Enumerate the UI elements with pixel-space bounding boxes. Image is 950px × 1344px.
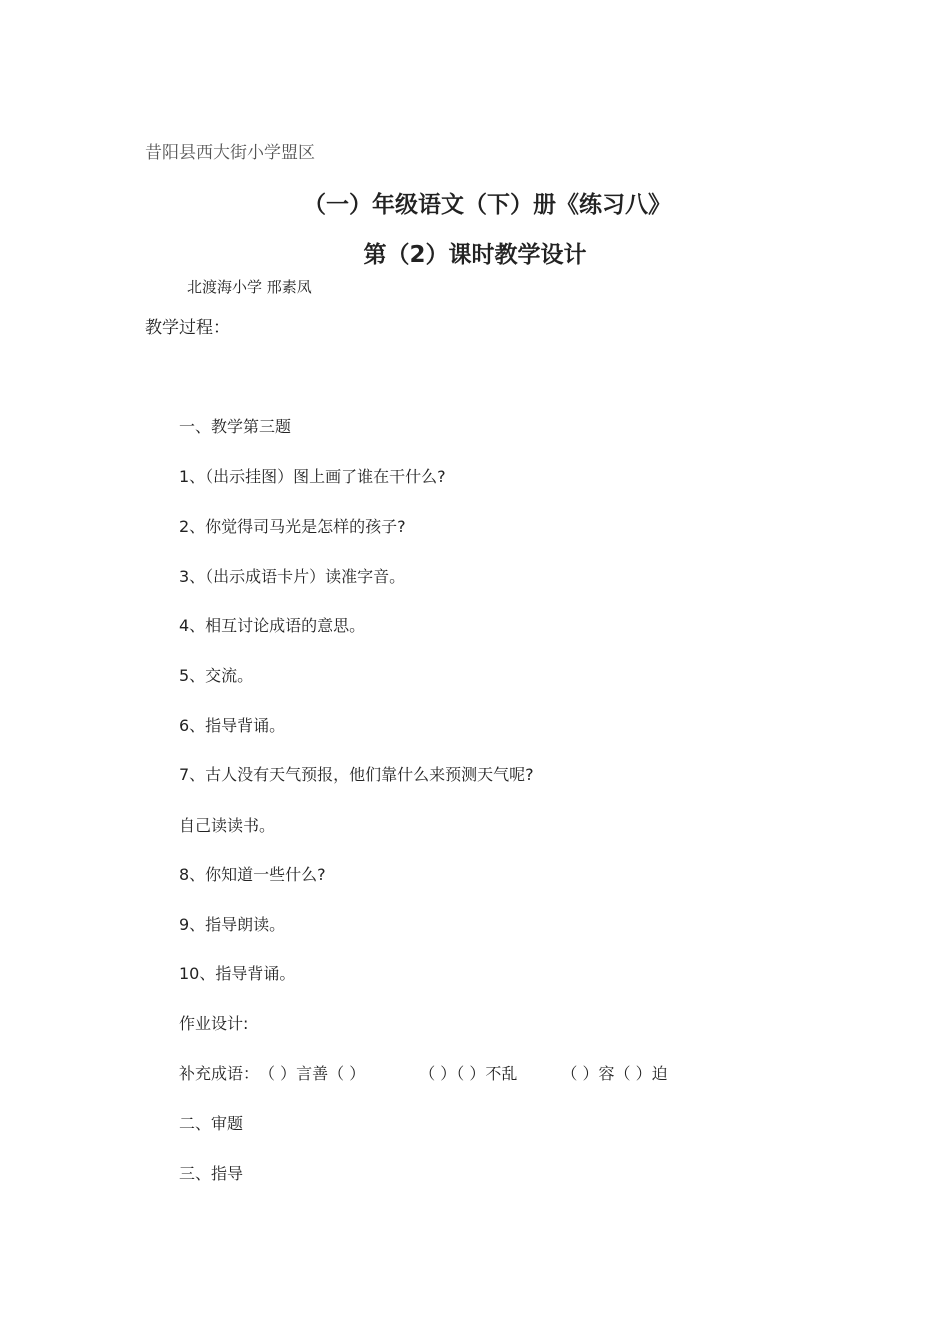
list-item: 4、相互讨论成语的意思。 [179, 616, 366, 635]
list-item: 5、交流。 [179, 666, 254, 685]
teaching-process-label: 教学过程： [145, 318, 230, 338]
list-item: 10、指导背诵。 [179, 964, 296, 983]
idiom-blank-1: （ ）言善（ ） [259, 1064, 366, 1083]
list-item: 二、审题 [179, 1114, 244, 1133]
list-item: 6、指导背诵。 [179, 716, 286, 735]
author-line: 北渡海小学 邢素凤 [187, 278, 312, 296]
list-item: 8、你知道一些什么? [179, 865, 326, 884]
list-item: 2、你觉得司马光是怎样的孩子? [179, 517, 406, 536]
idiom-blank-2: （ ）（ ）不乱 [419, 1064, 518, 1083]
document-title: （一）年级语文（下）册《练习八》 [303, 192, 671, 218]
list-item: 一、教学第三题 [179, 417, 292, 436]
idiom-label: 补充成语： [179, 1064, 260, 1083]
list-item: 自己读读书。 [179, 816, 276, 835]
list-item: 9、指导朗读。 [179, 915, 286, 934]
list-item: 7、古人没有天气预报，他们靠什么来预测天气呢? [179, 765, 534, 784]
document-subtitle: 第（2）课时教学设计 [363, 242, 587, 268]
idiom-exercise-row [179, 1061, 668, 1084]
list-item: 1、（出示挂图）图上画了谁在干什么? [179, 467, 446, 486]
idiom-blank-3: （ ）容（ ）迫 [561, 1064, 668, 1083]
list-item: 三、指导 [179, 1164, 244, 1183]
list-item: 3、（出示成语卡片）读准字音。 [179, 567, 406, 586]
homework-label: 作业设计: [179, 1014, 249, 1033]
organization-header: 昔阳县西大街小学盟区 [145, 143, 315, 163]
